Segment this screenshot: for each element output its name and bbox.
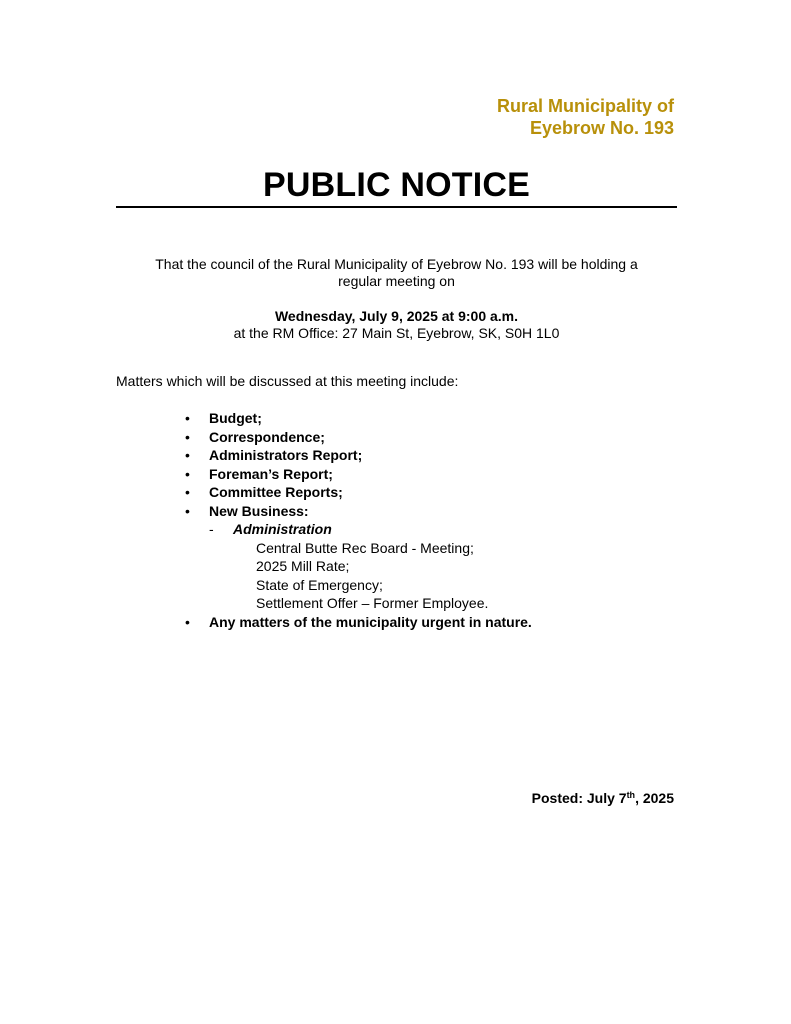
sub-item: 2025 Mill Rate; — [256, 558, 350, 574]
agenda-item-label: Any matters of the municipality urgent in nature. — [209, 613, 532, 630]
agenda-item — [183, 465, 532, 484]
bullet-icon: • — [185, 613, 190, 630]
agenda-item — [183, 409, 532, 428]
agenda-item — [183, 446, 532, 465]
meeting-date-time: Wednesday, July 9, 2025 at 9:00 a.m. — [274, 308, 519, 324]
agenda-item-label: Correspondence; — [209, 428, 325, 445]
intro-line2: regular meeting on — [338, 273, 455, 289]
intro-paragraph — [116, 256, 677, 290]
title-underline — [116, 206, 677, 208]
bullet-icon: • — [185, 410, 190, 426]
agenda-item-label: New Business: — [209, 502, 309, 519]
agenda-item-label: Budget; — [209, 410, 262, 426]
posted-date-year: , 2025 — [635, 790, 674, 806]
municipality-name-line1: Rural Municipality of — [496, 96, 674, 116]
intro-line1: That the council of the Rural Municipality of Eyebrow No. 193 will be holding a — [155, 256, 638, 272]
dash-marker: - — [209, 521, 214, 537]
bullet-icon: • — [185, 447, 190, 463]
sub-item: State of Emergency; — [256, 576, 383, 593]
municipality-name-line2: Eyebrow No. 193 — [529, 118, 674, 138]
agenda-item-label: Administrators Report; — [209, 447, 363, 463]
agenda-item — [183, 613, 532, 632]
bullet-icon: • — [185, 428, 190, 445]
agenda-item — [183, 502, 532, 521]
posted-date-ordinal: th — [626, 790, 636, 800]
bullet-icon: • — [185, 465, 190, 482]
posted-date-prefix: Posted: July 7 — [531, 790, 627, 806]
subheading-label: Administration — [233, 521, 332, 537]
notice-title: PUBLIC NOTICE — [262, 166, 531, 204]
bullet-icon: • — [185, 502, 190, 519]
meeting-location: at the RM Office: 27 Main St, Eyebrow, SK, S0H 1L0 — [233, 325, 560, 341]
matters-intro: Matters which will be discussed at this meeting include: — [116, 373, 459, 389]
agenda-item — [183, 428, 532, 447]
posted-date — [532, 790, 674, 807]
sub-item: Central Butte Rec Board - Meeting; — [256, 539, 474, 556]
agenda-item-label: Committee Reports; — [209, 484, 343, 500]
municipality-name — [497, 95, 674, 139]
meeting-details — [116, 308, 677, 342]
agenda-item-label: Foreman’s Report; — [209, 465, 333, 482]
new-business-subheading — [183, 520, 532, 539]
agenda-list — [183, 409, 532, 631]
agenda-item — [183, 483, 532, 502]
bullet-icon: • — [185, 484, 190, 500]
sub-item: Settlement Offer – Former Employee. — [256, 595, 489, 611]
